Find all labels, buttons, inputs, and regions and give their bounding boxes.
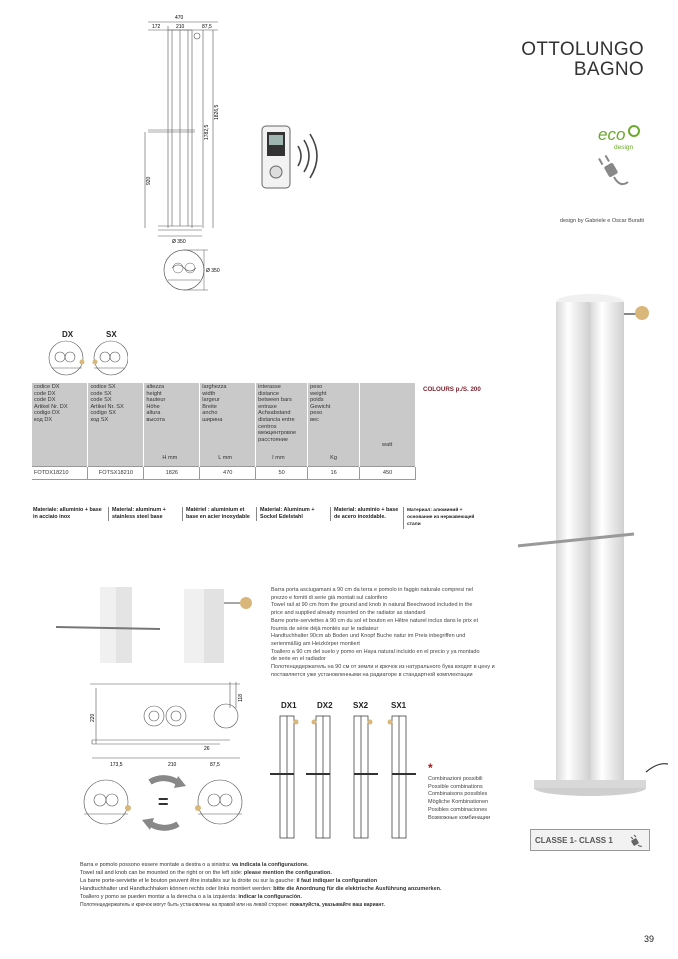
material-fr: Matériel : aluminium et base en acier inoxydable: [182, 507, 256, 521]
colours-link[interactable]: COLOURS p./S. 200: [423, 386, 481, 393]
combo-label-sx1: SX1: [391, 701, 407, 710]
product-title: [521, 40, 644, 80]
combination-diagrams: [266, 710, 426, 840]
unit-watt: watt: [382, 442, 393, 449]
plug-icon: [629, 834, 643, 848]
asterisk-mark: *: [428, 761, 433, 775]
dim-w3: 87,5: [202, 24, 212, 30]
unit-width: L mm: [218, 455, 233, 462]
material-de: Material: Aluminum + Sockel Edelstahl: [256, 507, 328, 521]
table-row: [32, 467, 416, 480]
dim-h3: 920: [146, 176, 152, 185]
dim-w2: 210: [176, 24, 185, 30]
unit-distance: I mm: [272, 455, 285, 462]
dim-side-base: Ø 350: [206, 268, 220, 274]
plan-drawing: [80, 678, 260, 770]
dim-base: Ø 350: [172, 239, 186, 245]
header-code-dx: codice DX code DX code DX Artikel Nr. DX codigo DX код DX: [34, 384, 68, 423]
title-line-2: BAGNO: [573, 59, 644, 80]
dim-87: 87,5: [210, 762, 220, 768]
detail-photos: [52, 583, 264, 665]
spec-table: [32, 383, 416, 480]
dim-173: 173,5: [110, 762, 123, 768]
material-ru: Материал: алюминий + основание из нержавеющей стали: [403, 507, 475, 529]
reversible-diagram: [70, 770, 250, 842]
mounting-note: Barra e pomolo possono essere montate a destra o a sinistra: va indicata la configurazione. Towel rail and knob can be mounted on the right or on the left side: please mention the configuration. La barre porte-serviette et le bouton peuvent être installés sur la droite ou sur la gauche: il faut indiquer la configuration Handtuchhalter und Handtuchhaken können rechts oder links montiert werden: bitte die Anordnung für die elektrische Ausführung anzumerken. Toallero y pomo se pueden montar a la derecha o a la izquierda: indicar la configuración. Полотенцедержатель и крючок могут быть установлены на правой или на левой стороне: пожалуйста, указывайте ваш вариант.: [80, 862, 442, 908]
cell-code-sx: FOTSX18210: [88, 467, 144, 480]
header-weight: peso weight poids Gewicht peso вес Kg: [310, 384, 337, 462]
plug-icon: [598, 155, 628, 184]
equals-sign: =: [158, 792, 169, 812]
dim-220: 220: [90, 713, 96, 722]
dim-210: 210: [168, 762, 177, 768]
material-it: Materiale: alluminio + base in acciaio inox: [33, 507, 102, 521]
combo-label-sx2: SX2: [353, 701, 369, 710]
wooden-knob: [635, 306, 649, 320]
dim-h2: 1782,5: [204, 124, 210, 140]
dx-label: DX: [62, 330, 74, 339]
designer-credit: design by Gabriele e Oscar Buratti: [559, 218, 644, 224]
dim-width: 470: [175, 15, 184, 21]
header-watt: [362, 384, 413, 465]
orientation-diagrams: [38, 338, 128, 378]
cell-width: 470: [200, 467, 256, 480]
eco-logo-text: eco: [598, 125, 626, 144]
combinations-text: Combinazioni possibili Possible combinations Combinaisons possibles Mögliche Kombinationen Posibles combinaciones Возможные комбинации: [428, 776, 491, 821]
unit-height: H mm: [162, 455, 178, 462]
eco-design-text: design: [614, 144, 634, 151]
sx-label: SX: [106, 330, 117, 339]
material-en: Material: aluminum + stainless steel base: [108, 507, 182, 521]
dim-w1: 172: [152, 24, 161, 30]
unit-weight: Kg: [330, 455, 337, 462]
cell-code-dx: FOTDX18210: [32, 467, 88, 480]
material-es: Material: aluminio + base de acero inoxidable.: [330, 507, 402, 521]
header-distance: interasse distance between bars entraxe Achsabstand distancia entre centros межцентровое расстояние I mm: [258, 384, 297, 462]
combo-label-dx1: DX1: [281, 701, 297, 710]
product-photo: [518, 292, 668, 812]
class-badge: [530, 829, 650, 851]
cell-height: 1826: [144, 467, 200, 480]
cell-watt: 450: [360, 467, 416, 480]
header-code-sx: codice SX code SX code SX Artikel Nr. SX codigo SX код SX: [90, 384, 124, 423]
dim-h1: 1826,5: [214, 104, 220, 120]
wireless-thermostat-icon: [258, 122, 328, 192]
class-badge-label: CLASSE 1- CLASS 1: [535, 836, 613, 845]
header-width: larghezza width largeur Breite ancho ширина L mm: [202, 384, 233, 462]
dim-118: 118: [238, 694, 244, 702]
product-description: Barra porta asciugamani a 90 cm da terra e pomolo in faggio naturale compresi nel prezzo e forniti di serie già montati sul calorifero Towel rail at 90 cm from the ground and knob in natural Beechwood included in the price and supplied already mounted on the radiator as standard Barre porte-serviettes à 90 cm du sol et bouton en Hêtre naturel inclus dans le prix et fournis de série déjà montés sur le radiateur Handtuchhalter 90cm ab Boden und Knopf Buche natur im Preis inbegriffen und serienmäßig am Heizkörper montiert Toallero a 90 cm del suelo y pomo en Haya natural incluido en el precio y ya montado de serie en el radiador Полотенцедержатель на 90 см от земли и крючок из натурального бука входят в цену и поставляется уже установленными на радиаторе в стандартной комплектации: [271, 587, 495, 678]
dim-26: 26: [204, 746, 210, 752]
cell-weight: 16: [308, 467, 360, 480]
spec-table-header: [32, 383, 416, 467]
combo-label-dx2: DX2: [317, 701, 333, 710]
eco-design-logo: [594, 122, 650, 197]
title-line-1: OTTOLUNGO: [521, 39, 644, 60]
cell-distance: 50: [256, 467, 308, 480]
page-number: 39: [643, 934, 654, 944]
header-height: altezza height hauteur Höhe altura высота H mm: [146, 384, 178, 462]
